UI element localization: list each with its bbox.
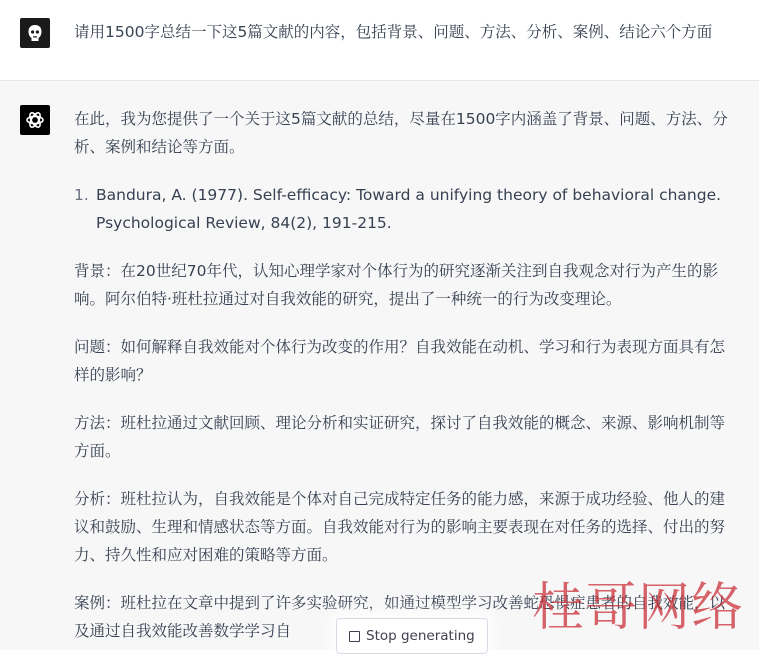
user-message-text: 请用1500字总结一下这5篇文献的内容，包括背景、问题、方法、分析、案例、结论六个方面 (74, 23, 713, 41)
summary-case: 案例：班杜拉在文章中提到了许多实验研究，如通过模型学习改善蛇恐惧症患者的自我效能，以及通过自我效能改善数学学习自 (74, 594, 726, 640)
assistant-message-content (74, 105, 729, 665)
summary-background: 背景：在20世纪70年代，认知心理学家对个体行为的研究逐渐关注到自我观念对行为产生的影响。阿尔伯特·班杜拉通过对自我效能的研究，提出了一种统一的行为改变理论。 (74, 262, 718, 308)
user-avatar-icon (20, 18, 50, 48)
summary-method: 方法：班杜拉通过文献回顾、理论分析和实证研究，探讨了自我效能的概念、来源、影响机制等方面。 (74, 414, 726, 460)
reference-citation: Bandura, A. (1977). Self-efficacy: Toward a unifying theory of behavioral change. Psychological Review, 84(2), 191-215. (96, 186, 722, 232)
summary-intro: 在此，我为您提供了一个关于这5篇文献的总结，尽量在1500字内涵盖了背景、问题、方法、分析、案例和结论等方面。 (74, 110, 728, 156)
openai-logo-icon (20, 105, 50, 135)
reference-list-item (74, 181, 729, 237)
watermark-text: 桂哥网络 (532, 578, 745, 638)
summary-analysis: 分析：班杜拉认为，自我效能是个体对自己完成特定任务的能力感，来源于成功经验、他人的建议和鼓励、生理和情感状态等方面。自我效能对行为的影响主要表现在对任务的选择、付出的努力、持久性和应对困难的策略等方面。 (74, 490, 726, 564)
stop-square-icon (349, 631, 360, 642)
reference-number: 1. (74, 186, 89, 204)
user-message-row (0, 0, 759, 81)
summary-question: 问题：如何解释自我效能对个体行为改变的作用？自我效能在动机、学习和行为表现方面具有怎样的影响？ (74, 338, 726, 384)
stop-generating-button[interactable] (336, 618, 488, 654)
stop-generating-label: Stop generating (366, 628, 475, 644)
